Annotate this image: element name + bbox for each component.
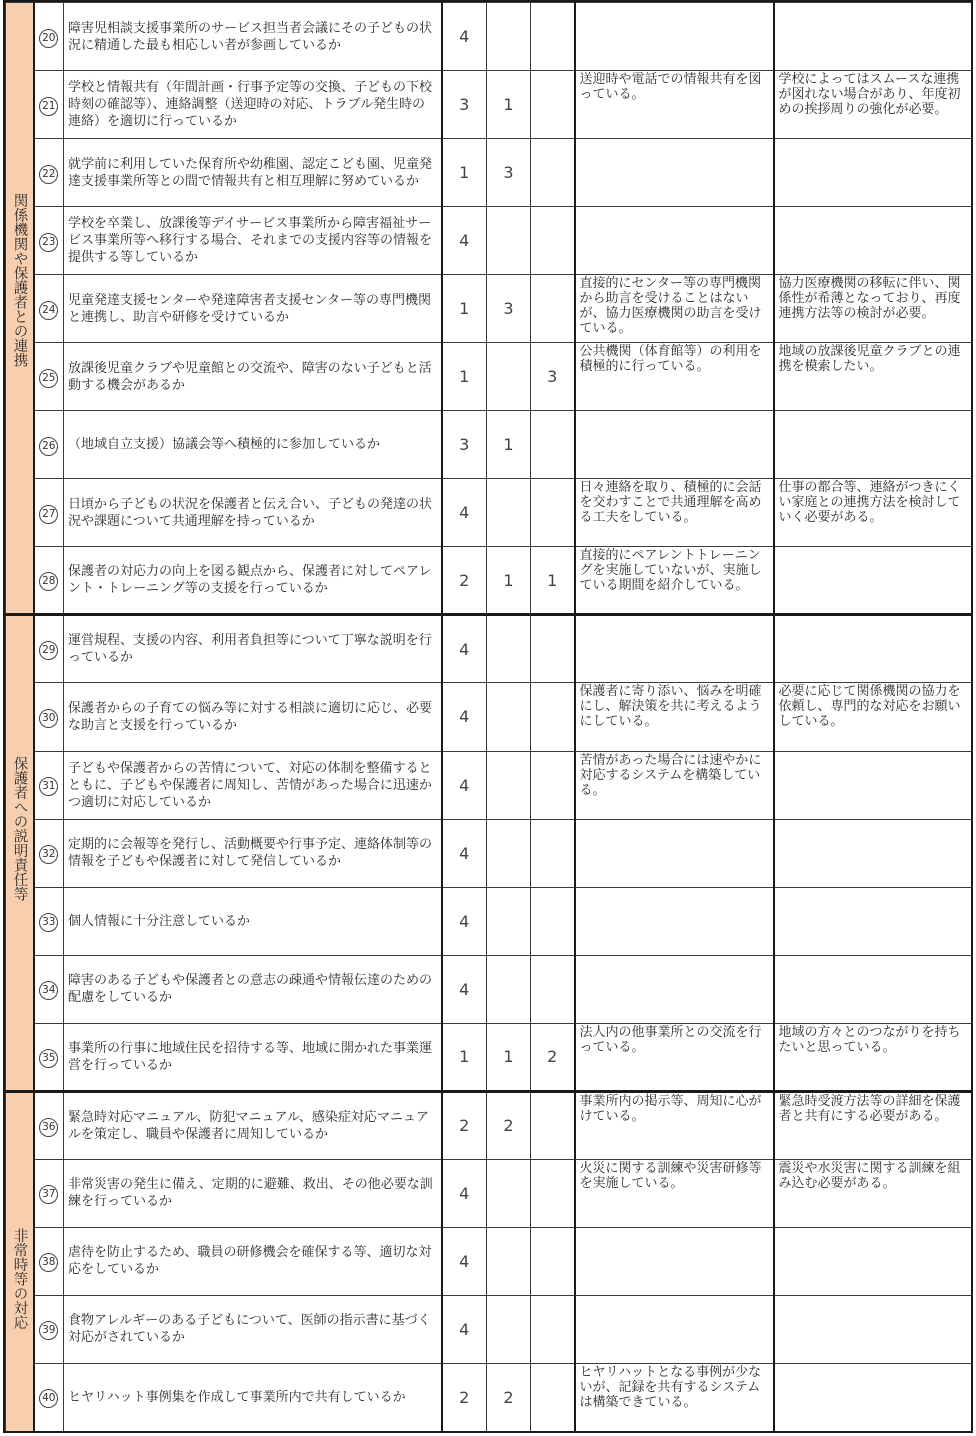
response-count-c2 [487, 3, 531, 71]
status-note: 法人内の他事業所との交流を行っている。 [575, 1023, 774, 1091]
improvement-note: 協力医療機関の移転に伴い、関係性が希薄となっており、再度連携方法等の検討が必要。 [774, 275, 972, 343]
response-count-c1: 4 [442, 207, 487, 275]
table-row [6, 479, 972, 547]
table-row [6, 1023, 972, 1091]
section-label-cell [6, 615, 34, 1091]
status-note [575, 955, 774, 1023]
table-row [6, 3, 972, 71]
improvement-note [774, 751, 972, 819]
table-row [6, 887, 972, 955]
response-count-c1: 4 [442, 1295, 487, 1363]
improvement-note [774, 1227, 972, 1295]
response-count-c3 [531, 1091, 575, 1159]
status-note [575, 411, 774, 479]
response-count-c3: 3 [531, 343, 575, 411]
item-number: 28 [39, 572, 58, 591]
item-number-cell [34, 955, 64, 1023]
item-question: 個人情報に十分注意しているか [64, 887, 442, 955]
table-row [6, 1091, 972, 1159]
table-row [6, 1227, 972, 1295]
response-count-c3 [531, 887, 575, 955]
item-question: 食物アレルギーのある子どもについて、医師の指示書に基づく対応がされているか [64, 1295, 442, 1363]
section-label: 関係機関や保護者との連携 [11, 193, 28, 367]
improvement-note: 地域の放課後児童クラブとの連携を模索したい。 [774, 343, 972, 411]
status-note: 保護者に寄り添い、悩みを明確にし、解決策を共に考えるようにしている。 [575, 683, 774, 751]
improvement-note [774, 615, 972, 683]
response-count-c3 [531, 1227, 575, 1295]
item-number: 21 [39, 97, 58, 116]
response-count-c2: 1 [487, 1023, 531, 1091]
item-number: 38 [39, 1253, 58, 1272]
item-question: 定期的に会報等を発行し、活動概要や行事予定、連絡体制等の情報を子どもや保護者に対して発信しているか [64, 819, 442, 887]
item-question: 児童発達支援センターや発達障害者支援センター等の専門機関と連携し、助言や研修を受けているか [64, 275, 442, 343]
item-number: 31 [39, 777, 58, 796]
response-count-c2 [487, 615, 531, 683]
response-count-c2: 1 [487, 411, 531, 479]
improvement-note [774, 207, 972, 275]
response-count-c2 [487, 1295, 531, 1363]
item-number: 36 [39, 1118, 58, 1137]
item-number-cell [34, 71, 64, 139]
status-note [575, 207, 774, 275]
improvement-note [774, 1363, 972, 1431]
evaluation-table [5, 2, 972, 1432]
table-row [6, 955, 972, 1023]
response-count-c1: 4 [442, 955, 487, 1023]
item-number: 25 [39, 369, 58, 388]
status-note [575, 615, 774, 683]
item-question: 学校と情報共有（年間計画・行事予定等の交換、子どもの下校時刻の確認等）、連絡調整（送迎時の対応、トラブル発生時の連絡）を適切に行っているか [64, 71, 442, 139]
improvement-note: 震災や水災害に関する訓練を組み込む必要がある。 [774, 1159, 972, 1227]
improvement-note: 緊急時受渡方法等の詳細を保護者と共有にする必要がある。 [774, 1091, 972, 1159]
section-label: 保護者への説明責任等 [11, 756, 28, 902]
item-number: 27 [39, 505, 58, 524]
improvement-note: 地域の方々とのつながりを持ちたいと思っている。 [774, 1023, 972, 1091]
response-count-c3 [531, 139, 575, 207]
item-question: 日頃から子どもの状況を保護者と伝え合い、子どもの発達の状況や課題について共通理解を持っているか [64, 479, 442, 547]
response-count-c2 [487, 955, 531, 1023]
response-count-c3 [531, 1159, 575, 1227]
response-count-c1: 3 [442, 71, 487, 139]
response-count-c1: 4 [442, 479, 487, 547]
item-number-cell [34, 1159, 64, 1227]
table-row [6, 411, 972, 479]
status-note: 事業所内の掲示等、周知に心がけている。 [575, 1091, 774, 1159]
improvement-note [774, 547, 972, 615]
table-row [6, 207, 972, 275]
response-count-c2: 2 [487, 1091, 531, 1159]
response-count-c3 [531, 819, 575, 887]
item-number: 35 [39, 1049, 58, 1068]
status-note: 火災に関する訓練や災害研修等を実施している。 [575, 1159, 774, 1227]
item-number-cell [34, 411, 64, 479]
response-count-c2 [487, 479, 531, 547]
item-number-cell [34, 3, 64, 71]
item-question: 事業所の行事に地域住民を招待する等、地域に開かれた事業運営を行っているか [64, 1023, 442, 1091]
response-count-c3 [531, 683, 575, 751]
item-question: 障害児相談支援事業所のサービス担当者会議にその子どもの状況に精通した最も相応しい者が参画しているか [64, 3, 442, 71]
item-number-cell [34, 275, 64, 343]
response-count-c1: 4 [442, 3, 487, 71]
status-note: 苦情があった場合には速やかに対応するシステムを構築している。 [575, 751, 774, 819]
status-note: 直接的にペアレントトレーニングを実施していないが、実施している期間を紹介している。 [575, 547, 774, 615]
status-note [575, 1295, 774, 1363]
status-note: 直接的にセンター等の専門機関から助言を受けることはないが、協力医療機関の助言を受けている。 [575, 275, 774, 343]
response-count-c1: 4 [442, 819, 487, 887]
item-question: 運営規程、支援の内容、利用者負担等について丁寧な説明を行っているか [64, 615, 442, 683]
section-label-cell [6, 1091, 34, 1431]
item-question: 放課後児童クラブや児童館との交流や、障害のない子どもと活動する機会があるか [64, 343, 442, 411]
item-number: 20 [39, 29, 58, 48]
response-count-c3 [531, 479, 575, 547]
item-number-cell [34, 819, 64, 887]
response-count-c3 [531, 411, 575, 479]
table-row [6, 1363, 972, 1431]
item-number-cell [34, 479, 64, 547]
improvement-note [774, 887, 972, 955]
item-question: 緊急時対応マニュアル、防犯マニュアル、感染症対応マニュアルを策定し、職員や保護者に周知しているか [64, 1091, 442, 1159]
status-note [575, 1227, 774, 1295]
item-question: 非常災害の発生に備え、定期的に避難、救出、その他必要な訓練を行っているか [64, 1159, 442, 1227]
response-count-c1: 4 [442, 615, 487, 683]
response-count-c3 [531, 3, 575, 71]
status-note: ヒヤリハットとなる事例が少ないが、記録を共有するシステムは構築できている。 [575, 1363, 774, 1431]
improvement-note [774, 955, 972, 1023]
response-count-c1: 4 [442, 1159, 487, 1227]
item-number-cell [34, 139, 64, 207]
table-row [6, 1159, 972, 1227]
status-note [575, 139, 774, 207]
response-count-c1: 2 [442, 1363, 487, 1431]
item-number: 29 [39, 641, 58, 660]
item-number: 30 [39, 709, 58, 728]
item-number-cell [34, 1023, 64, 1091]
response-count-c2 [487, 343, 531, 411]
improvement-note [774, 819, 972, 887]
response-count-c2 [487, 1159, 531, 1227]
table-row [6, 615, 972, 683]
response-count-c1: 4 [442, 751, 487, 819]
status-note: 公共機関（体育館等）の利用を積極的に行っている。 [575, 343, 774, 411]
table-row [6, 71, 972, 139]
table-row [6, 343, 972, 411]
item-number-cell [34, 1227, 64, 1295]
evaluation-sheet [3, 0, 973, 1433]
response-count-c2 [487, 1227, 531, 1295]
item-number-cell [34, 1295, 64, 1363]
response-count-c2 [487, 887, 531, 955]
section-label-cell [6, 3, 34, 615]
item-number: 33 [39, 913, 58, 932]
item-number-cell [34, 343, 64, 411]
response-count-c1: 3 [442, 411, 487, 479]
item-number-cell [34, 751, 64, 819]
table-row [6, 139, 972, 207]
response-count-c3 [531, 1363, 575, 1431]
response-count-c2 [487, 207, 531, 275]
table-row [6, 275, 972, 343]
response-count-c3 [531, 71, 575, 139]
status-note [575, 887, 774, 955]
table-row [6, 751, 972, 819]
item-number: 37 [39, 1185, 58, 1204]
response-count-c2: 1 [487, 547, 531, 615]
item-number: 40 [39, 1389, 58, 1408]
item-question: 子どもや保護者からの苦情について、対応の体制を整備するとともに、子どもや保護者に周知し、苦情があった場合に迅速かつ適切に対応しているか [64, 751, 442, 819]
item-question: 保護者からの子育ての悩み等に対する相談に適切に応じ、必要な助言と支援を行っているか [64, 683, 442, 751]
status-note [575, 3, 774, 71]
response-count-c1: 2 [442, 547, 487, 615]
response-count-c1: 4 [442, 1227, 487, 1295]
response-count-c2: 1 [487, 71, 531, 139]
improvement-note [774, 3, 972, 71]
item-number: 32 [39, 845, 58, 864]
response-count-c1: 4 [442, 887, 487, 955]
response-count-c1: 4 [442, 683, 487, 751]
response-count-c3: 2 [531, 1023, 575, 1091]
item-number: 23 [39, 233, 58, 252]
response-count-c2 [487, 683, 531, 751]
response-count-c3: 1 [531, 547, 575, 615]
item-number: 39 [39, 1321, 58, 1340]
response-count-c3 [531, 955, 575, 1023]
response-count-c3 [531, 751, 575, 819]
item-question: ヒヤリハット事例集を作成して事業所内で共有しているか [64, 1363, 442, 1431]
item-number-cell [34, 615, 64, 683]
response-count-c1: 1 [442, 1023, 487, 1091]
improvement-note: 学校によってはスムースな連携が図れない場合があり、年度初めの挨拶周りの強化が必要。 [774, 71, 972, 139]
item-question: 保護者の対応力の向上を図る観点から、保護者に対してペアレント・トレーニング等の支援を行っているか [64, 547, 442, 615]
response-count-c2 [487, 751, 531, 819]
response-count-c1: 1 [442, 139, 487, 207]
status-note: 日々連絡を取り、積極的に会話を交わすことで共通理解を高める工夫をしている。 [575, 479, 774, 547]
response-count-c3 [531, 1295, 575, 1363]
section-label: 非常時等の対応 [11, 1227, 28, 1330]
improvement-note [774, 139, 972, 207]
item-number: 22 [39, 165, 58, 184]
response-count-c3 [531, 615, 575, 683]
response-count-c1: 2 [442, 1091, 487, 1159]
table-row [6, 683, 972, 751]
improvement-note [774, 1295, 972, 1363]
improvement-note [774, 411, 972, 479]
item-question: 学校を卒業し、放課後等デイサービス事業所から障害福祉サービス事業所等へ移行する場合、それまでの支援内容等の情報を提供する等しているか [64, 207, 442, 275]
item-number-cell [34, 1091, 64, 1159]
response-count-c2 [487, 819, 531, 887]
item-number: 26 [39, 437, 58, 456]
response-count-c1: 1 [442, 275, 487, 343]
status-note: 送迎時や電話での情報共有を図っている。 [575, 71, 774, 139]
item-number-cell [34, 887, 64, 955]
item-number-cell [34, 1363, 64, 1431]
improvement-note: 必要に応じて関係機関の協力を依頼し、専門的な対応をお願いしている。 [774, 683, 972, 751]
response-count-c3 [531, 207, 575, 275]
response-count-c1: 1 [442, 343, 487, 411]
table-row [6, 547, 972, 615]
item-number-cell [34, 547, 64, 615]
response-count-c3 [531, 275, 575, 343]
status-note [575, 819, 774, 887]
item-question: 就学前に利用していた保育所や幼稚園、認定こども園、児童発達支援事業所等との間で情報共有と相互理解に努めているか [64, 139, 442, 207]
response-count-c2: 3 [487, 275, 531, 343]
item-question: 虐待を防止するため、職員の研修機会を確保する等、適切な対応をしているか [64, 1227, 442, 1295]
improvement-note: 仕事の都合等、連絡がつきにくい家庭との連携方法を検討していく必要がある。 [774, 479, 972, 547]
item-number: 34 [39, 981, 58, 1000]
item-number-cell [34, 207, 64, 275]
item-question: （地域自立支援）協議会等へ積極的に参加しているか [64, 411, 442, 479]
response-count-c2: 3 [487, 139, 531, 207]
item-question: 障害のある子どもや保護者との意志の疎通や情報伝達のための配慮をしているか [64, 955, 442, 1023]
table-row [6, 1295, 972, 1363]
table-body [6, 3, 972, 1432]
table-row [6, 819, 972, 887]
item-number-cell [34, 683, 64, 751]
response-count-c2: 2 [487, 1363, 531, 1431]
item-number: 24 [39, 301, 58, 320]
